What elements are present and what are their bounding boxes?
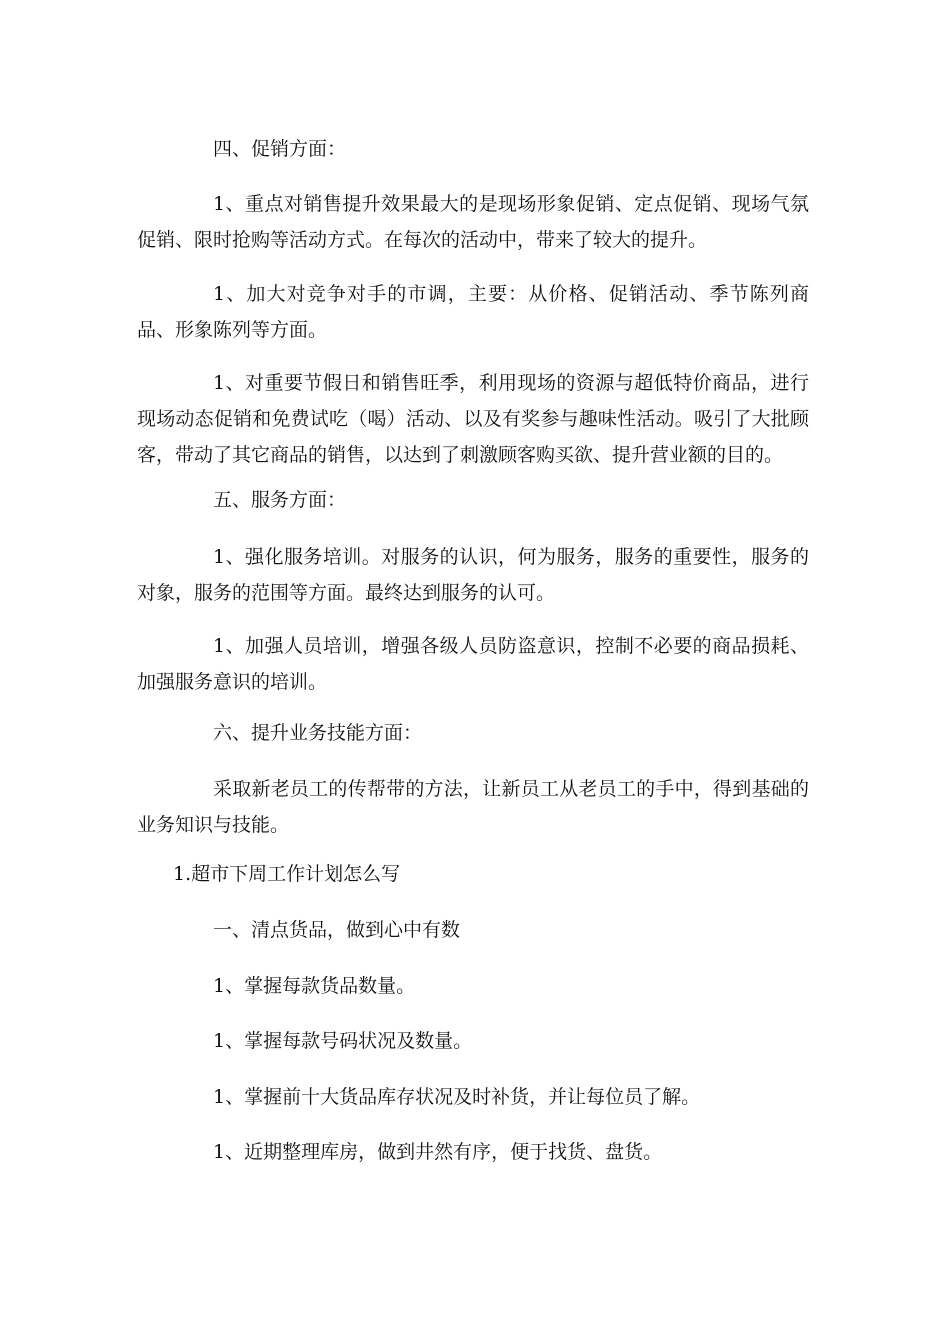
section-heading-promotion: 四、促销方面： xyxy=(213,138,347,160)
list-item: 1、掌握每款号码状况及数量。 xyxy=(213,1030,473,1052)
section-heading-service: 五、服务方面： xyxy=(213,489,347,511)
paragraph: 1、重点对销售提升效果最大的是现场形象促销、定点促销、现场气氛促销、限时抢购等活动方式。在每次的活动中，带来了较大的提升。 xyxy=(137,193,809,251)
paragraph: 采取新老员工的传帮带的方法，让新员工从老员工的手中，得到基础的业务知识与技能。 xyxy=(137,778,809,836)
section-heading-skills: 六、提升业务技能方面： xyxy=(213,722,423,744)
paragraph: 1、对重要节假日和销售旺季，利用现场的资源与超低特价商品，进行现场动态促销和免费试吃（喝）活动、以及有奖参与趣味性活动。吸引了大批顾客，带动了其它商品的销售，以达到了刺激顾客购买欲、提升营业额的目的。 xyxy=(137,372,809,466)
section-heading-inventory: 一、清点货品，做到心中有数 xyxy=(213,919,461,941)
paragraph: 1、强化服务培训。对服务的认识，何为服务，服务的重要性，服务的对象，服务的范围等方面。最终达到服务的认可。 xyxy=(137,546,809,604)
list-item: 1、掌握前十大货品库存状况及时补货，并让每位员了解。 xyxy=(213,1086,701,1108)
subtitle-weekly-plan: 1.超市下周工作计划怎么写 xyxy=(173,863,401,885)
list-item: 1、掌握每款货品数量。 xyxy=(213,975,416,997)
paragraph: 1、加强人员培训，增强各级人员防盗意识，控制不必要的商品损耗、加强服务意识的培训。 xyxy=(137,635,809,693)
paragraph: 1、加大对竞争对手的市调，主要：从价格、促销活动、季节陈列商品、形象陈列等方面。 xyxy=(137,283,809,341)
list-item: 1、近期整理库房，做到井然有序，便于找货、盘货。 xyxy=(213,1141,663,1163)
